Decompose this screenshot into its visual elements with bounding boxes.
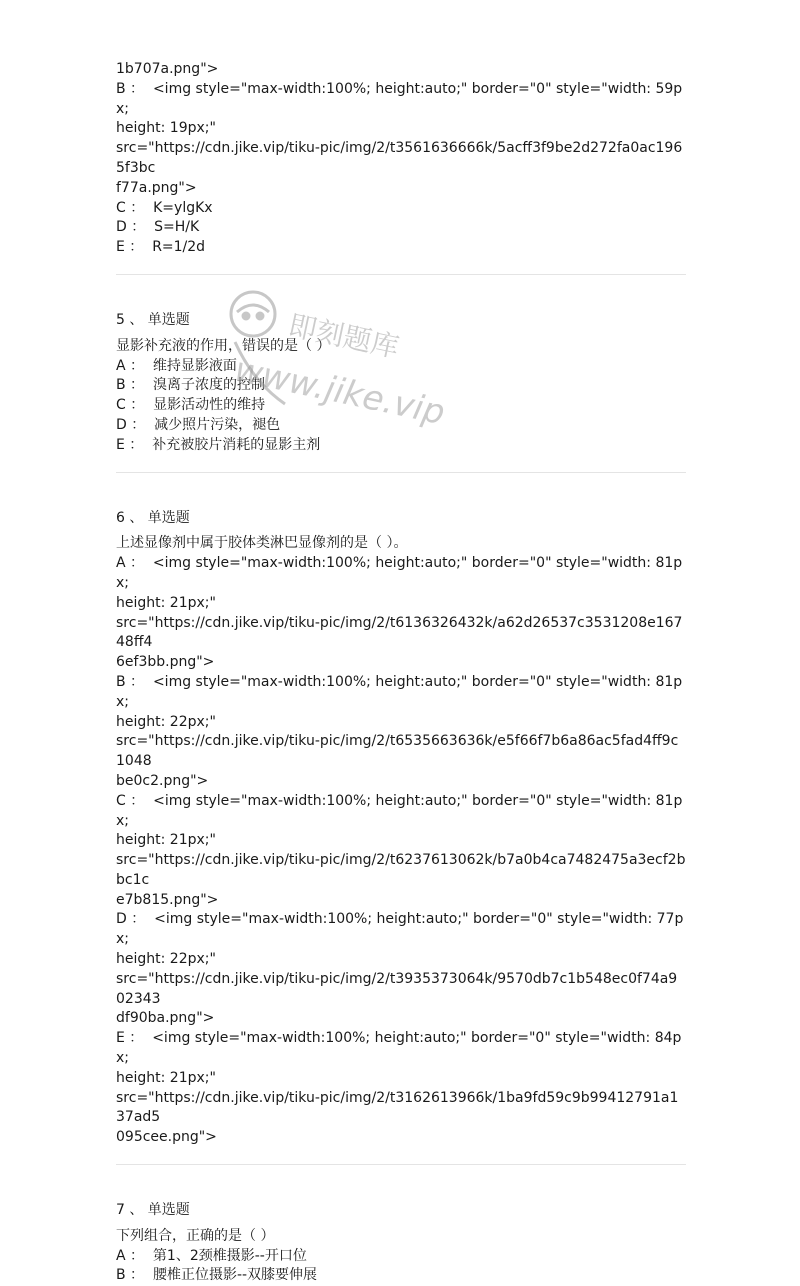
option-line: D ： 减少照片污染，褪色 [116,416,281,433]
option-line: A ： <img style="max-width:100%; height:auto;" border="0" style="width: 81px; [116,555,683,591]
option-line: f77a.png"> [116,179,197,196]
option-line: e7b815.png"> [116,891,219,908]
option-line: A ： 第1、2颈椎摄影--开口位 [116,1247,307,1264]
option-line: C ： K=ylgKx [116,199,213,216]
question-5 [116,308,686,456]
question-stem: 下列组合，正确的是（ ） [116,1227,275,1244]
option-line: E ： <img style="max-width:100%; height:auto;" border="0" style="width: 84px; [116,1030,682,1067]
option-line: C ： 显影活动性的维持 [116,397,266,414]
question-7 [116,1201,686,1286]
option-line: height: 21px;" [116,1069,216,1086]
option-line: height: 21px;" [116,832,216,849]
question-stem: 显影补充液的作用，错误的是（ ） [116,337,331,354]
option-line: B ： <img style="max-width:100%; height:auto;" border="0" style="width: 59px; [116,80,683,117]
option-line: 6ef3bb.png"> [116,654,215,671]
option-line: E ： R=1/2d [116,239,206,256]
option-line: B ： <img style="max-width:100%; height:auto;" border="0" style="width: 81px; [116,673,683,710]
option-line: src="https://cdn.jike.vip/tiku-pic/img/2/t3935373064k/9570db7c1b548ec0f74a902343 [116,970,678,1007]
option-line: src="https://cdn.jike.vip/tiku-pic/img/2/t6535663636k/e5f66f7b6a86ac5fad4ff9c1048 [116,733,679,770]
question-4-options [116,60,686,258]
option-line: src="https://cdn.jike.vip/tiku-pic/img/2/t6136326432k/a62d26537c3531208e16748ff4 [116,614,683,651]
watermark-url: www.jike.vip [231,349,449,434]
option-line: height: 19px;" [116,120,216,137]
option-line: 1b707a.png"> [116,61,219,77]
option-line: B ： 腰椎正位摄影--双膝要伸展 [116,1267,318,1284]
document-page [116,60,686,1286]
question-stem: 上述显像剂中属于胶体类淋巴显像剂的是（ ）。 [116,535,408,552]
option-line: df90ba.png"> [116,1010,215,1027]
option-line: C ： <img style="max-width:100%; height:auto;" border="0" style="width: 81px; [116,792,683,829]
option-line: height: 22px;" [116,951,216,968]
option-line: 095cee.png"> [116,1129,217,1146]
option-line: src="https://cdn.jike.vip/tiku-pic/img/2/t6237613062k/b7a0b4ca7482475a3ecf2bbc1c [116,852,686,888]
option-line: be0c2.png"> [116,772,209,789]
watermark-brand: 即刻题库 [285,308,402,365]
option-line: D ： S=H/K [116,219,200,236]
option-line: B ： 溴离子浓度的控制 [116,377,265,394]
question-header: 7 、 单选题 [116,1202,190,1219]
option-line: E ： 补充被胶片消耗的显影主剂 [116,436,321,453]
option-line: height: 21px;" [116,594,216,611]
question-6 [116,509,686,1149]
option-line: height: 22px;" [116,713,216,730]
option-line: src="https://cdn.jike.vip/tiku-pic/img/2/t3162613966k/1ba9fd59c9b99412791a137ad5 [116,1089,679,1126]
option-line: src="https://cdn.jike.vip/tiku-pic/img/2/t3561636666k/5acff3f9be2d272fa0ac1965f3bc [116,140,683,176]
question-header: 5 、 单选题 [116,311,190,328]
option-line: D ： <img style="max-width:100%; height:auto;" border="0" style="width: 77px; [116,911,684,948]
option-line: A ： 维持显影液面 [116,357,237,374]
question-header: 6 、 单选题 [116,509,190,526]
